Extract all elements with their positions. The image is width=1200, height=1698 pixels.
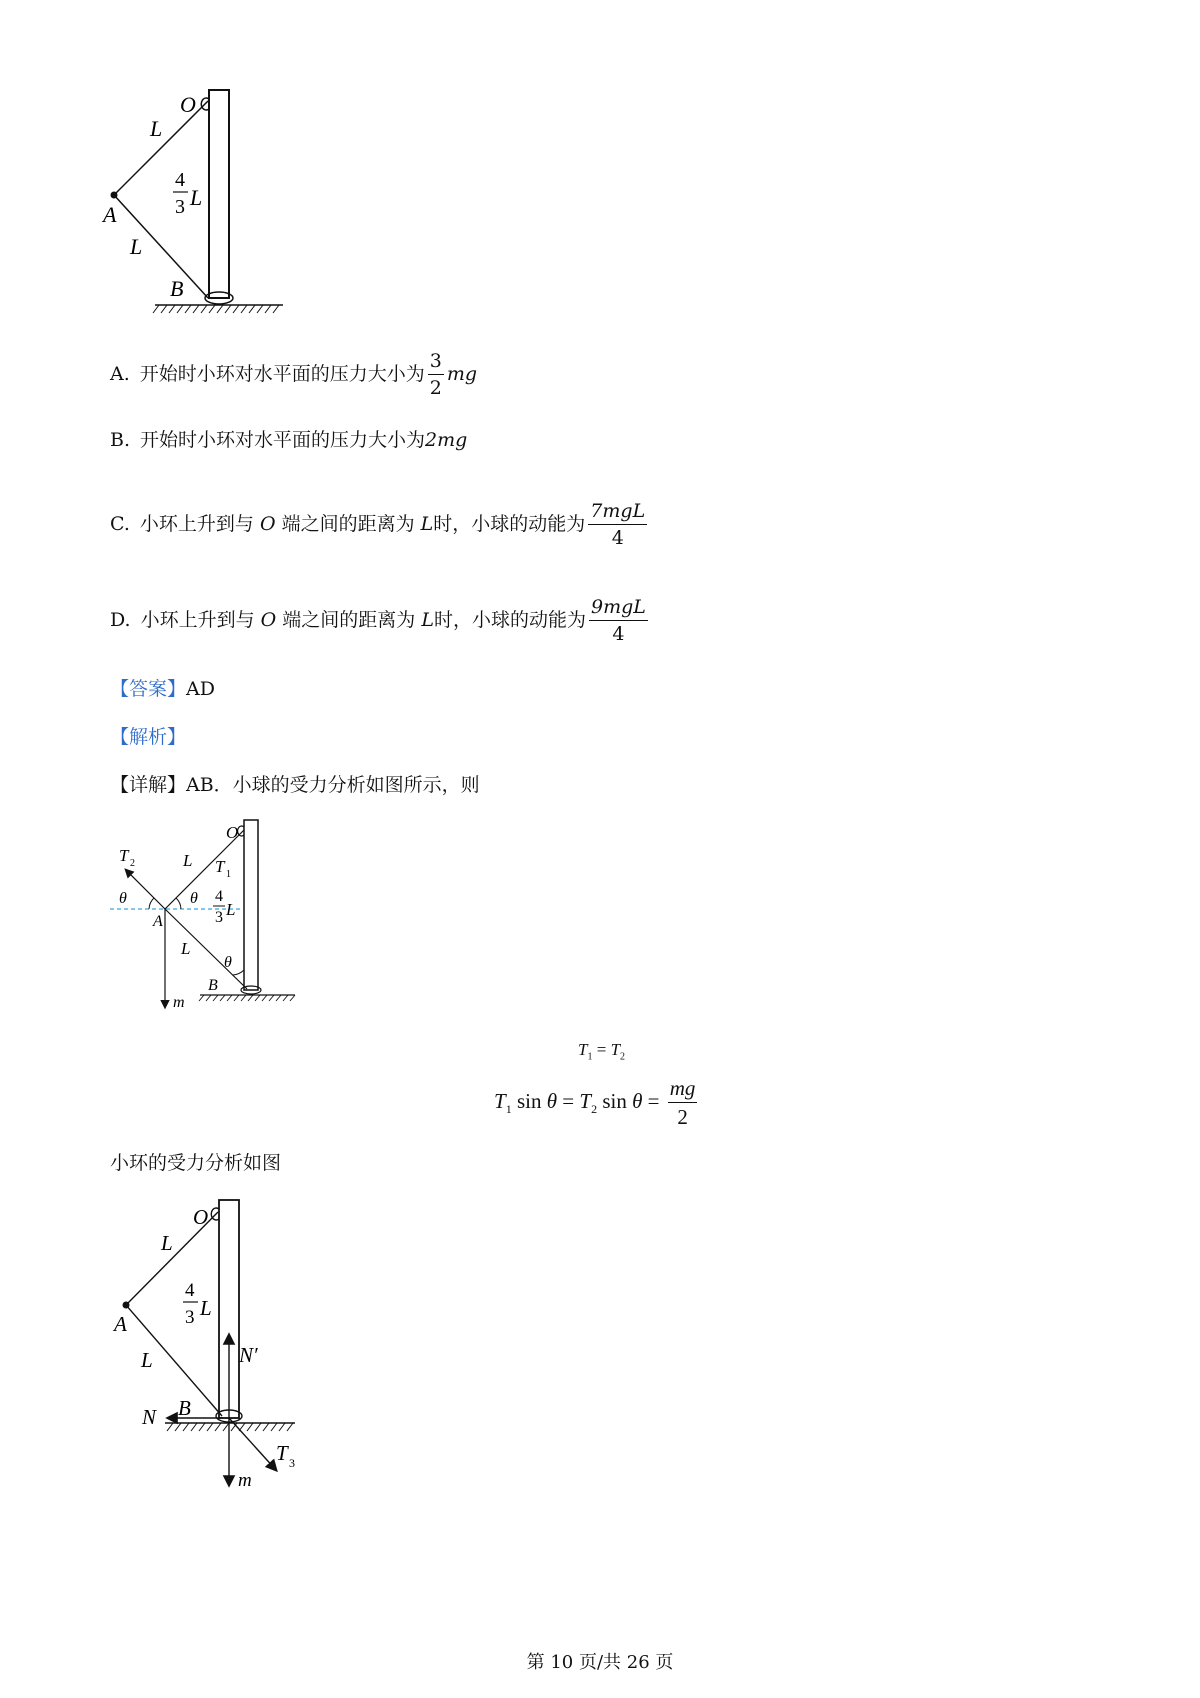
fraction-denominator: 2 [429, 377, 442, 399]
eq-left: T [578, 1040, 588, 1059]
label-O: O [226, 823, 239, 842]
label-T2: T [119, 846, 129, 865]
option-a [110, 352, 477, 398]
label-L-top: L [161, 1231, 173, 1255]
option-var-l: L [420, 513, 434, 535]
label-N: N [142, 1405, 157, 1429]
figure-initial-setup [95, 80, 315, 340]
option-tail: mg [446, 363, 478, 385]
option-var-o: O [260, 609, 277, 631]
rod-AB [114, 195, 208, 298]
label-frac-var: L [190, 185, 203, 210]
label-m: m [173, 994, 185, 1011]
figure-ring-force-analysis [105, 1190, 335, 1490]
eq-t1: T [494, 1088, 506, 1113]
eq-t2: T [579, 1088, 592, 1113]
fraction-denominator: 4 [611, 527, 624, 549]
label-frac-den: 3 [215, 909, 223, 926]
option-text-mid: 端之间的距离为 [282, 609, 416, 631]
figure-ball-force-analysis [105, 815, 315, 1015]
vertical-pole [244, 820, 258, 990]
label-L-bottom: L [141, 1348, 153, 1372]
analysis-tag: 【解析】 [110, 726, 187, 748]
ground-hatching [199, 995, 295, 1001]
fraction-numerator: 3 [428, 352, 444, 375]
label-L-top: L [183, 851, 193, 870]
label-theta-bottom: θ [224, 954, 232, 971]
eq-sin1: sin [511, 1088, 547, 1113]
angle-arc-left [149, 898, 154, 909]
label-frac-var: L [226, 900, 236, 919]
fraction-numerator: mg [668, 1078, 698, 1103]
arrow-T2 [126, 870, 165, 909]
label-A: A [103, 202, 117, 227]
option-text-post: 时，小球的动能为 [433, 513, 586, 535]
label-O: O [193, 1205, 209, 1229]
eq-t2-sub: 2 [591, 1102, 598, 1116]
fraction-denominator: 4 [612, 623, 625, 645]
option-tail: 2mg [425, 429, 468, 451]
rod-AB [165, 909, 247, 989]
option-var-l: L [421, 609, 434, 631]
option-text-pre: 小环上升到与 [140, 609, 255, 631]
fraction [588, 502, 647, 548]
eq-sin2: sin [597, 1088, 633, 1113]
eq-theta2: θ [632, 1088, 643, 1113]
label-N-prime: N′ [239, 1343, 258, 1367]
ground-hatching [153, 305, 279, 313]
label-T3: T [276, 1441, 288, 1465]
fraction [668, 1078, 698, 1128]
label-A: A [114, 1312, 127, 1336]
eq-t1-sub: 1 [505, 1102, 512, 1116]
label-frac-den: 3 [175, 196, 185, 218]
label-B: B [208, 977, 218, 994]
label-theta-left: θ [119, 890, 127, 907]
label-frac-num: 4 [215, 888, 223, 905]
label-frac-num: 4 [185, 1280, 195, 1301]
ball-A [111, 192, 118, 199]
eq-sign2: = [642, 1088, 665, 1113]
ring-analysis-line: 小环的受力分析如图 [110, 1152, 282, 1174]
fraction [428, 352, 444, 398]
label-frac-num: 4 [175, 169, 185, 191]
eq-sign: = [592, 1040, 611, 1059]
page-footer: 第 10 页/共 26 页 [526, 1652, 674, 1673]
label-m: m [238, 1470, 252, 1490]
fraction-denominator: 2 [677, 1105, 688, 1129]
option-var-o: O [259, 513, 276, 535]
option-text-post: 时，小球的动能为 [433, 609, 586, 631]
option-letter: C. [110, 513, 130, 535]
eq-sign1: = [557, 1088, 580, 1113]
answer-value: AD [186, 678, 215, 700]
detail-line: 【详解】AB．小球的受力分析如图所示，则 [110, 774, 480, 796]
label-L-top: L [150, 116, 163, 141]
label-theta-right: θ [190, 890, 198, 907]
answer-line [110, 674, 215, 701]
label-B: B [178, 1396, 191, 1420]
vertical-pole [209, 90, 229, 298]
label-T1: T [215, 857, 225, 876]
answer-tag: 【答案】 [110, 678, 187, 700]
ground-hatching [167, 1423, 293, 1431]
option-text-mid: 端之间的距离为 [281, 513, 415, 535]
fraction-numerator: 9mgL [589, 598, 648, 621]
option-text: 开始时小环对水平面的压力大小为 [139, 363, 425, 385]
option-b [110, 428, 467, 452]
eq-right-sub: 2 [620, 1051, 626, 1063]
angle-arc-bottom [233, 970, 244, 975]
eq-right: T [610, 1040, 621, 1059]
fraction [589, 598, 648, 644]
label-B: B [170, 276, 184, 301]
angle-arc-right [176, 898, 181, 909]
analysis-line [110, 722, 186, 749]
option-d [110, 598, 651, 644]
label-T1-sub: 1 [226, 869, 231, 880]
label-frac-den: 3 [185, 1307, 195, 1328]
option-c [110, 502, 650, 548]
label-T2-sub: 2 [130, 858, 135, 869]
eq-left-sub: 1 [587, 1051, 593, 1063]
label-L-bottom: L [130, 234, 143, 259]
label-A: A [153, 913, 163, 930]
label-O: O [180, 92, 196, 117]
option-letter: B. [110, 429, 131, 451]
eq-theta1: θ [546, 1088, 558, 1113]
label-T3-sub: 3 [289, 1456, 295, 1470]
option-letter: D. [110, 609, 131, 631]
label-frac-var: L [200, 1296, 212, 1320]
label-L-bottom: L [181, 939, 191, 958]
equation-t1-equals-t2 [578, 1040, 625, 1062]
option-text: 开始时小环对水平面的压力大小为 [140, 429, 426, 451]
fraction-numerator: 7mgL [588, 502, 647, 525]
option-letter: A. [110, 363, 130, 385]
ball-A [123, 1302, 130, 1309]
arrow-T3 [229, 1418, 276, 1470]
option-text-pre: 小环上升到与 [139, 513, 254, 535]
equation-sin-balance [494, 1078, 700, 1128]
